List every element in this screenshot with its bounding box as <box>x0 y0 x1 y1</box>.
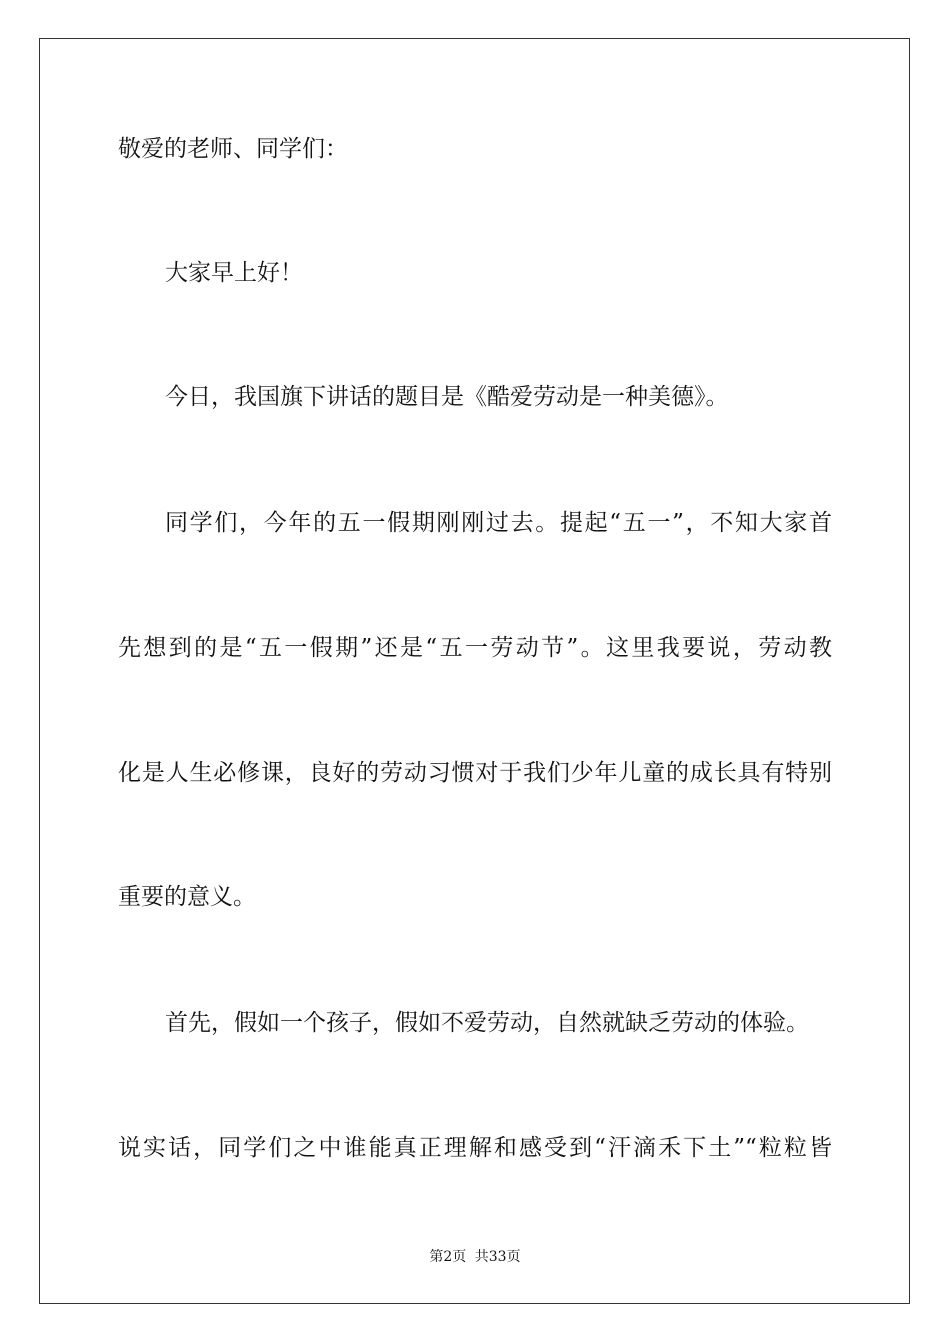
body-text-line: 重要的意义。 <box>118 884 256 910</box>
body-text-line: 化是人生必修课，良好的劳动习惯对于我们少年儿童的成长具有特别 <box>118 760 832 786</box>
salutation-line: 敬爱的老师、同学们： <box>118 136 348 162</box>
page-border <box>39 38 910 1304</box>
body-text-line: 首先，假如一个孩子，假如不爱劳动，自然就缺乏劳动的体验。 <box>165 1010 809 1036</box>
page-number: 第2页 <box>429 1249 467 1265</box>
body-text-line: 同学们，今年的五一假期刚刚过去。提起“五一”，不知大家首 <box>165 510 832 536</box>
speech-title-line: 今日，我国旗下讲话的题目是《酷爱劳动是一种美德》。 <box>165 384 729 410</box>
body-text-line: 先想到的是“五一假期”还是“五一劳动节”。这里我要说，劳动教 <box>118 635 832 661</box>
body-text-line: 说实话，同学们之中谁能真正理解和感受到“汗滴禾下土”“粒粒皆 <box>118 1135 832 1161</box>
greeting-line: 大家早上好！ <box>165 260 303 286</box>
total-pages: 共33页 <box>474 1249 521 1265</box>
page-footer <box>0 1248 950 1266</box>
